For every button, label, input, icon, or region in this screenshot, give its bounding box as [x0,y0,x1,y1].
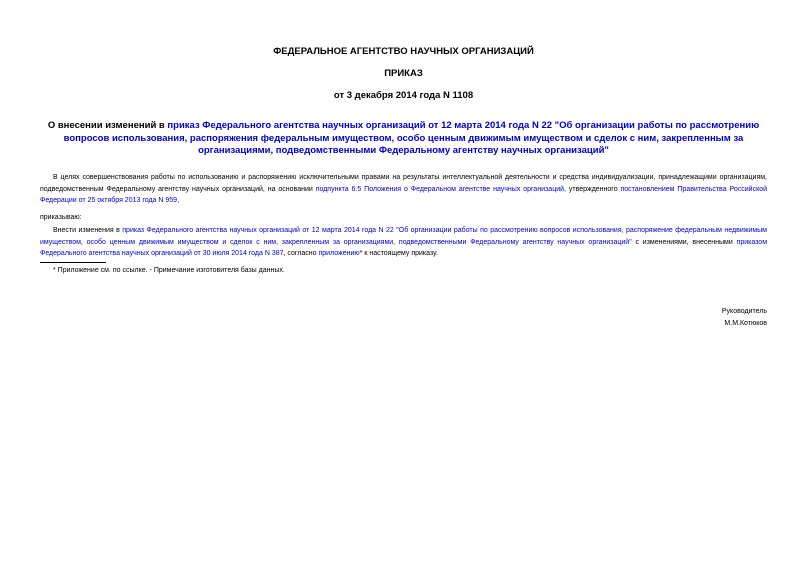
order-verb: приказываю: [40,214,82,221]
regulation-subclause-link[interactable]: подпункта 6.5 Положения о Федеральном агентстве научных организаций [315,185,565,193]
signatory-role: Руководитель [721,308,767,315]
footnote: * Приложение см. по ссылке. - Примечание изготовителя базы данных. [53,267,285,274]
order-paragraph [40,225,767,260]
preamble-paragraph [40,172,767,207]
document-type: ПРИКАЗ [384,68,423,79]
organization-name: ФЕДЕРАЛЬНОЕ АГЕНТСТВО НАУЧНЫХ ОРГАНИЗАЦИЙ [273,46,534,57]
order-text-3: , согласно [283,250,319,257]
order-text-4: * к настоящему приказу. [359,250,438,257]
title-prefix: О внесении изменений в [47,120,168,131]
document-title [40,120,767,158]
amended-order-link[interactable]: приказ Федерального агентства научных организаций от 12 марта 2014 года N 22 "Об организации работы по рассмотрению вопросов использования, распоряжение федеральным недвижимым имуществом, особо ценным движимым имуществом и сделок с ним, закрепленным за организациями, подведомственными Федеральному агентству научных организаций" [40,227,767,246]
footnote-divider [40,262,106,263]
document-date: от 3 декабря 2014 года N 1108 [333,90,474,101]
order-text-2: с изменениями, внесенными [631,238,737,246]
government-decree-link[interactable]: постановлением Правительства Российской Федерации от 25 октября 2013 года N 959 [40,185,768,204]
signatory-name: М.М.Котюков [724,320,767,327]
preamble-text-1: В целях совершенствования работы по использованию и распоряжению исключительными правами на результаты интеллектуальной деятельности и средства индивидуализации, принадлежащими организациям, подведомственным Федеральному агентству научных организаций, на основании [40,174,767,193]
preamble-text-3: , [177,197,180,204]
appendix-link[interactable]: приложению [318,250,360,257]
previous-order-link[interactable]: приказом Федерального агентства научных организаций от 30 июля 2014 года N 387 [40,238,768,257]
title-order-link[interactable]: приказ Федерального агентства научных организаций от 12 марта 2014 года N 22 "Об организации работы по рассмотрению вопросов использования, распоряжения федеральным имуществом, особо ценным движимым имуществом и сделок с ним, закрепленным за организациями, подведомственными Федеральному агентству научных организаций" [63,120,760,156]
order-text-1: Внести изменения в [53,227,123,234]
preamble-text-2: , утвержденного [564,185,621,193]
